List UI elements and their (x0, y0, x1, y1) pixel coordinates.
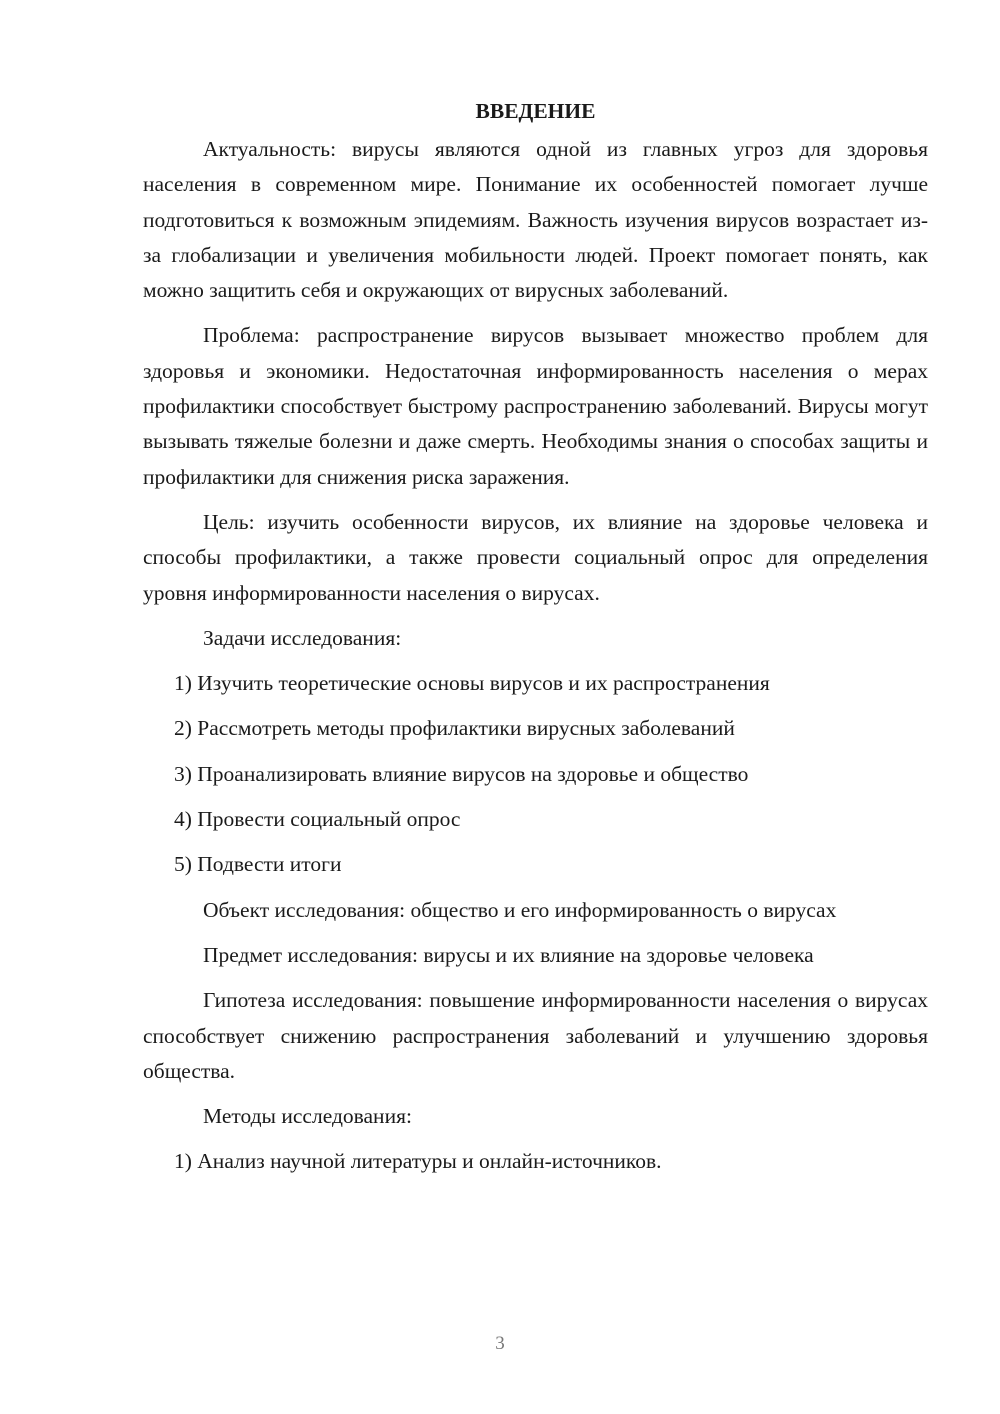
method-item-1: 1) Анализ научной литературы и онлайн-источников. (174, 1149, 662, 1174)
page-number: 3 (495, 1333, 505, 1354)
task-item-2: 2) Рассмотреть методы профилактики вирусных заболеваний (174, 716, 735, 741)
relevance-paragraph: Актуальность: вирусы являются одной из главных угроз для здоровья населения в современном мире. Понимание их особенностей помогает лучше подготовиться к возможным эпидемиям. Важность изучения вирусов возрастает из-за глобализации и увеличения мобильности людей. Проект помогает понять, как можно защитить себя и окружающих от вирусных заболеваний. (143, 137, 928, 303)
task-item-4: 4) Провести социальный опрос (174, 807, 461, 832)
hypothesis-paragraph: Гипотеза исследования: повышение информированности населения о вирусах способствует снижению распространения заболеваний и улучшению здоровья общества. (143, 988, 928, 1083)
task-item-1: 1) Изучить теоретические основы вирусов и их распространения (174, 671, 770, 696)
methods-title: Методы исследования: (203, 1104, 412, 1129)
section-heading: ВВЕДЕНИЕ (475, 99, 596, 123)
task-item-3: 3) Проанализировать влияние вирусов на здоровье и общество (174, 761, 749, 786)
goal-paragraph: Цель: изучить особенности вирусов, их влияние на здоровье человека и способы профилактики, а также провести социальный опрос для определения уровня информированности населения о вирусах. (143, 509, 928, 605)
task-item-5: 5) Подвести итоги (174, 852, 342, 877)
document-page (143, 96, 928, 1190)
problem-paragraph: Проблема: распространение вирусов вызывает множество проблем для здоровья и экономики. Недостаточная информированность населения о мерах профилактики способствует быстрому распространению заболеваний. Вирусы могут вызывать тяжелые болезни и даже смерть. Необходимы знания о способах защиты и профилактики для снижения риска заражения. (143, 323, 928, 489)
tasks-title: Задачи исследования: (203, 625, 402, 650)
subject-paragraph: Предмет исследования: вирусы и их влияние на здоровье человека (203, 942, 814, 967)
object-paragraph: Объект исследования: общество и его информированность о вирусах (203, 897, 837, 922)
